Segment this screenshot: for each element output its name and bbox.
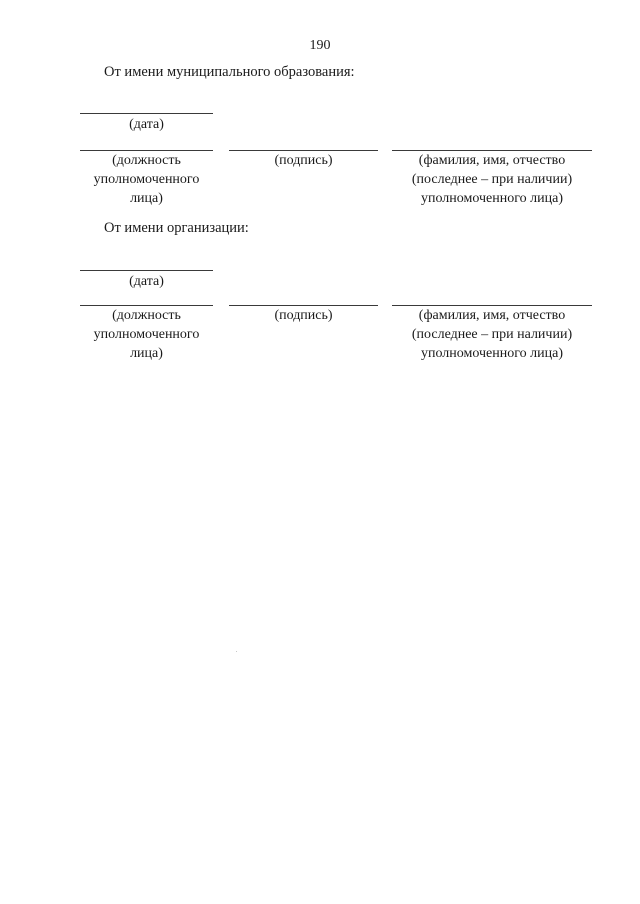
organization-position-caption: [76, 306, 217, 363]
municipality-position-caption: [76, 151, 217, 208]
caption-line: уполномоченного лица): [421, 191, 563, 206]
organization-name-caption: [382, 306, 602, 363]
organization-signature-caption: (подпись): [274, 308, 333, 323]
caption-line: (должность: [112, 153, 181, 168]
caption-line: лица): [130, 346, 163, 361]
caption-line: уполномоченного: [93, 327, 200, 342]
municipality-name-caption: [382, 151, 602, 208]
caption-line: лица): [130, 191, 163, 206]
scan-speck: [236, 651, 237, 652]
organization-date-line: [80, 270, 213, 271]
municipality-heading: От имени муниципального образования:: [104, 64, 355, 80]
caption-line: (должность: [112, 308, 181, 323]
caption-line: (фамилия, имя, отчество: [418, 153, 566, 168]
municipality-date-line: [80, 113, 213, 114]
organization-heading: От имени организации:: [104, 220, 249, 236]
caption-line: уполномоченного: [93, 172, 200, 187]
caption-line: (последнее – при наличии): [411, 172, 573, 187]
municipality-date-caption: (дата): [129, 117, 164, 132]
caption-line: (последнее – при наличии): [411, 327, 573, 342]
caption-line: уполномоченного лица): [421, 346, 563, 361]
page-number: 190: [309, 38, 331, 53]
organization-date-caption: (дата): [129, 274, 164, 289]
caption-line: (фамилия, имя, отчество: [418, 308, 566, 323]
municipality-signature-caption: (подпись): [274, 153, 333, 168]
